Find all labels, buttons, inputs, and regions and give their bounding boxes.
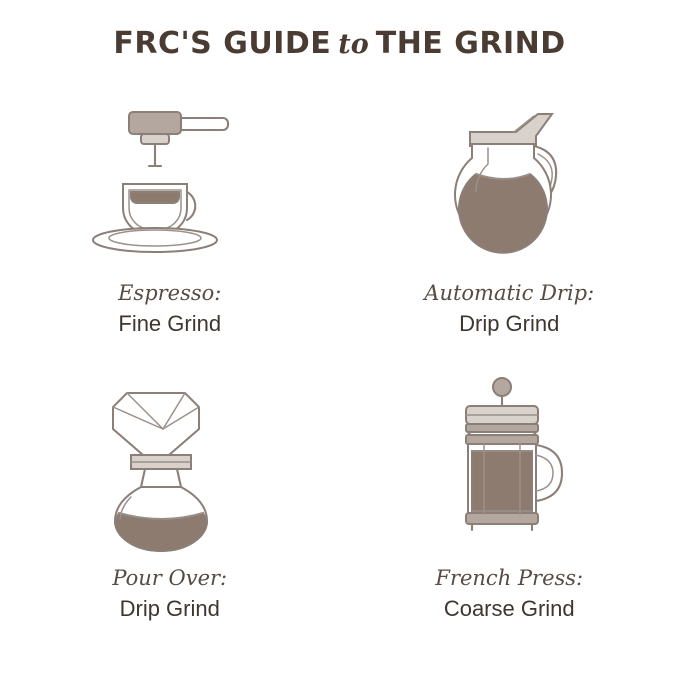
method-card-automatic-drip[interactable] [340,88,679,373]
method-card-pour-over[interactable] [0,373,340,658]
method-card-french-press[interactable] [340,373,679,658]
method-name: Pour Over: [112,566,228,590]
method-name: French Press: [435,566,584,590]
caption-espresso [118,280,221,338]
pour-over-chemex-icon [75,373,265,553]
grind-name: Coarse Grind [443,595,575,621]
grind-name: Drip Grind [459,310,560,336]
title-lead: FRC'S GUIDE [113,26,332,61]
method-name: Automatic Drip: [424,281,595,305]
espresso-machine-icon [75,88,265,268]
title-trail: THE GRIND [375,26,566,61]
french-press-icon [414,373,604,553]
page-title [0,26,679,61]
automatic-drip-carafe-icon [414,88,604,268]
method-name: Espresso: [118,281,222,305]
title-connector: to [338,29,369,60]
caption-french-press [435,565,583,623]
method-card-espresso[interactable] [0,88,340,373]
caption-pour-over [112,565,227,623]
methods-grid [0,88,679,658]
grind-name: Drip Grind [119,595,220,621]
grind-name: Fine Grind [118,310,222,336]
caption-automatic-drip [424,280,594,338]
